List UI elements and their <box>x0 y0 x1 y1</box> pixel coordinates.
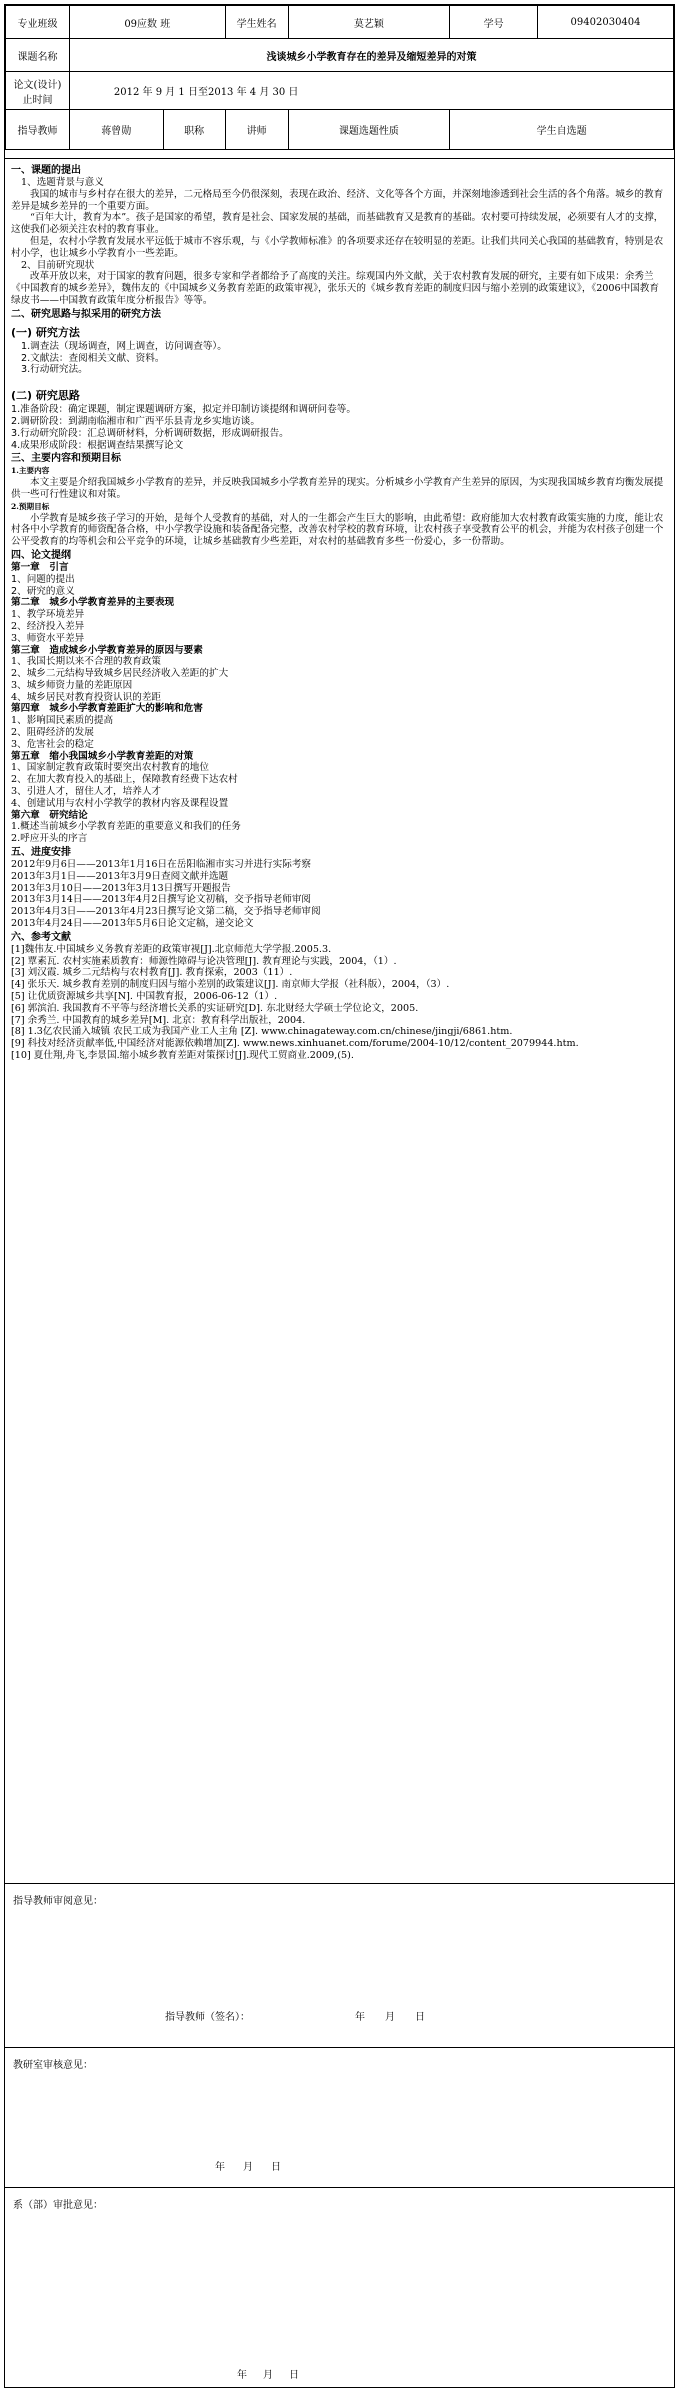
rank-label: 职称 <box>163 110 225 150</box>
outline-item: 2、经济投入差异 <box>11 620 85 632</box>
reference-item: [9] 科技对经济贡献率低,中国经济对能源依赖增加[Z]. www.news.xinhuanet.com/forume/2004-10/12/content_2079944.htm. <box>11 1038 579 1050</box>
schedule-item: 2013年3月1日——2013年3月9日查阅文献并选题 <box>11 870 229 882</box>
advisor-signature-label: 指导教师（签名）： <box>165 2012 250 2023</box>
reference-item: [3] 刘汉霞. 城乡二元结构与农村教育[J]. 教育探索，2003（11）. <box>11 967 293 979</box>
thinking-title: (二) 研究思路 <box>11 389 80 403</box>
date-year-label: 年 <box>237 2370 247 2381</box>
section-title: 五、进度安排 <box>11 847 71 859</box>
outline-item: 1.概述当前城乡小学教育差距的重要意义和我们的任务 <box>11 821 241 833</box>
date-month-label: 月 <box>385 2012 395 2023</box>
advisor-label: 指导教师 <box>6 110 70 150</box>
outline-item: 1、教学环境差异 <box>11 609 85 621</box>
outline-item: 2、研究的意义 <box>11 585 75 597</box>
outline-item: 1、我国长期以来不合理的教育政策 <box>11 656 162 668</box>
reference-item: [6] 郭滨泊. 我国教育不平等与经济增长关系的实证研究[D]. 东北财经大学硕士学位论文，2005. <box>11 1002 419 1014</box>
topic-value: 浅谈城乡小学教育存在的差异及缩短差异的对策 <box>69 39 673 72</box>
advisor-value: 蒋曾勋 <box>69 110 163 150</box>
reference-item: [4] 张乐天. 城乡教育差别的制度归因与缩小差别的政策建议[J]. 南京师大学报（社科版），2004，（3）. <box>11 979 450 991</box>
section-title: 三、主要内容和预期目标 <box>11 453 121 465</box>
department-review-box <box>5 2187 674 2387</box>
header-table <box>5 5 674 150</box>
content-label: 1.主要内容 <box>11 466 50 476</box>
id-label: 学号 <box>450 6 538 39</box>
outline-item: 1、问题的提出 <box>11 573 75 585</box>
chapter-title: 第二章 城乡小学教育差异的主要表现 <box>11 597 175 609</box>
list-item: 3.行动研究法。 <box>21 364 88 376</box>
outline-item: 2.呼应开头的序言 <box>11 833 88 845</box>
chapter-title: 第一章 引言 <box>11 561 69 573</box>
list-item: 2.调研阶段：到湖南临湘市和广西平乐县青龙乡实地访谈。 <box>11 415 260 427</box>
date-month-label: 月 <box>263 2370 273 2381</box>
paragraph: 我国的城市与乡村存在很大的差异，二元格局至今仍很深刻，表现在政治、经济、文化等各个方面，并深刻地渗透到社会生活的各个角落。城乡的教育差异是城乡差异的一个重要方面。 <box>11 188 664 212</box>
section-title: 六、参考文献 <box>11 931 71 943</box>
id-value: 09402030404 <box>538 6 674 39</box>
report-body <box>5 158 674 1883</box>
opening-report-form <box>4 4 675 2388</box>
list-item: 3.行动研究阶段：汇总调研材料，分析调研数据，形成调研报告。 <box>11 427 289 439</box>
paragraph: 但是，农村小学教育发展水平远低于城市不容乐观，与《小学教师标准》的各项要求还存在较明显的差距。让我们共同关心我国的基础教育，特别是农村小学，也让城乡小学教育小一些差距。 <box>11 235 664 259</box>
advisor-review-title: 指导教师审阅意见： <box>13 1896 103 1907</box>
outline-item: 2、在加大教育投入的基础上，保障教育经费下达农村 <box>11 774 238 786</box>
section-title: 二、研究思路与拟采用的研究方法 <box>11 308 161 320</box>
schedule-item: 2013年4月3日——2013年4月23日撰写论文第二稿，交予指导老师审阅 <box>11 906 321 918</box>
outline-item: 3、师资水平差异 <box>11 632 85 644</box>
schedule-item: 2013年3月10日——2013年3月13日撰写开题报告 <box>11 882 231 894</box>
outline-item: 4、城乡居民对教育投资认识的差距 <box>11 691 162 703</box>
major-label: 专业班级 <box>6 6 70 39</box>
reference-item: [2] 覃素瓦. 农村实施素质教育：师源性障碍与论决管理[J]. 教育理论与实践，2004，（1）. <box>11 955 397 967</box>
date-year-label: 年 <box>355 2012 365 2023</box>
period-value: 2012 年 9 月 1 日至2013 年 4 月 30 日 <box>69 72 673 110</box>
schedule-item: 2013年3月14日——2013年4月2日撰写论文初稿，交予指导老师审阅 <box>11 894 312 906</box>
date-day-label: 日 <box>415 2012 425 2023</box>
paragraph: 小学教育是城乡孩子学习的开始，是每个人受教育的基础，对人的一生都会产生巨大的影响，由此希望：政府能加大农村教育政策实施的力度，能让农村各中小学教育的师资配备合格，中小学教学设施和装备配备完整，改善农村学校的教育环境，让农村孩子享受教育公平的机会，并能为农村孩子创建一个公平受教育的均等机会和公平竞争的环境，让城乡基础教育少些差距，对农村的基础教育多些一份爱心，多一份帮助。 <box>11 512 664 548</box>
chapter-title: 第五章 缩小我国城乡小学教育差距的对策 <box>11 750 194 762</box>
department-review-title: 系（部）审批意见： <box>13 2200 103 2211</box>
period-label: 论文(设计)止时间 <box>6 72 70 110</box>
outline-item: 2、阻碍经济的发展 <box>11 727 94 739</box>
reference-item: [8] 1.3亿农民涌入城镇 农民工成为我国产业工人主角 [Z]. www.chinagateway.com.cn/chinese/jingji/6861.htm. <box>11 1026 513 1038</box>
schedule-item: 2012年9月6日——2013年1月16日在岳阳临湘市实习并进行实际考察 <box>11 859 312 871</box>
section-title: 四、论文提纲 <box>11 549 71 561</box>
advisor-review-box <box>5 1883 674 2047</box>
section-title: 一、课题的提出 <box>11 165 81 176</box>
topic-label: 课题名称 <box>6 39 70 72</box>
teaching-office-review-title: 教研室审核意见： <box>13 2060 93 2071</box>
outline-item: 3、城乡师资力量的差距原因 <box>11 679 133 691</box>
paragraph: 本文主要是介绍我国城乡小学教育的差异，并反映我国城乡小学教育差异的现实。分析城乡小学教育产生差异的原因，为实现我国城乡教育均衡发展提供一些可行性建议和对策。 <box>11 477 664 500</box>
major-value: 09应数 班 <box>69 6 225 39</box>
reference-item: [5] 让优质资源城乡共享[N]. 中国教育报，2006-06-12（1）. <box>11 991 278 1003</box>
reference-item: [1]魏伟友.中国城乡义务教育差距的政策审视[J].北京师范大学学报.2005.3. <box>11 943 332 955</box>
method-title: (一) 研究方法 <box>11 325 80 339</box>
reference-item: [7] 余秀兰. 中国教育的城乡差异[M]. 北京：教育科学出版社，2004. <box>11 1014 306 1026</box>
schedule-item: 2013年4月24日——2013年5月6日论文定稿，递交论文 <box>11 918 254 930</box>
source-label: 课题选题性质 <box>288 110 450 150</box>
outline-item: 1、影响国民素质的提高 <box>11 715 114 727</box>
outline-item: 2、城乡二元结构导致城乡居民经济收入差距的扩大 <box>11 668 229 680</box>
chapter-title: 第四章 城乡小学教育差距扩大的影响和危害 <box>11 703 203 715</box>
subsection-title: 2、目前研究现状 <box>21 259 95 271</box>
date-year-label: 年 <box>215 2162 225 2173</box>
source-value: 学生自选题 <box>450 110 674 150</box>
rank-value: 讲师 <box>225 110 288 150</box>
student-value: 莫艺颖 <box>288 6 450 39</box>
list-item: 1.调查法（现场调查，网上调查，访问调查等）。 <box>21 340 227 352</box>
paragraph: “百年大计，教育为本”。孩子是国家的希望，教育是社会、国家发展的基础，而基础教育又是教育的基础。农村要可持续发展，必须要有人才的支撑，这使我们必须关注农村的教育事业。 <box>11 212 664 236</box>
teaching-office-review-box <box>5 2047 674 2187</box>
list-item: 1.准备阶段：确定课题，制定课题调研方案，拟定并印制访谈提纲和调研问卷等。 <box>11 404 356 416</box>
outline-item: 4、创建试用与农村小学教学的教材内容及课程设置 <box>11 797 229 809</box>
list-item: 4.成果形成阶段：根据调查结果撰写论文 <box>11 439 184 451</box>
student-label: 学生姓名 <box>225 6 288 39</box>
reference-item: [10] 夏仕翔,舟飞,李景国.缩小城乡教育差距对策探讨[J].现代工贸商业.2009,(5). <box>11 1050 354 1061</box>
outline-item: 3、危害社会的稳定 <box>11 738 94 750</box>
date-day-label: 日 <box>289 2370 299 2381</box>
subsection-title: 1、选题背景与意义 <box>21 177 104 188</box>
goal-label: 2.预期目标 <box>11 501 50 511</box>
date-month-label: 月 <box>243 2162 253 2173</box>
paragraph: 改革开放以来，对于国家的教育问题，很多专家和学者都给予了高度的关注。综观国内外文献，关于农村教育发展的研究，主要有如下成果：余秀兰《中国教育的城乡差异》，魏伟友的《中国城乡义务教育差距的政策审视》，张乐天的《城乡教育差距的制度归因与缩小差别的政策建议》，《2006中国教育绿皮书——中国教育政策年度分析报告》等等。 <box>11 271 659 306</box>
outline-item: 1、国家制定教育政策时要突出农村教育的地位 <box>11 762 209 774</box>
chapter-title: 第六章 研究结论 <box>11 809 88 821</box>
chapter-title: 第三章 造成城乡小学教育差异的原因与要素 <box>11 644 203 656</box>
outline-item: 3、引进人才，留住人才，培养人才 <box>11 786 162 798</box>
list-item: 2.文献法：查阅相关文献、资料。 <box>21 352 165 364</box>
date-day-label: 日 <box>271 2162 281 2173</box>
